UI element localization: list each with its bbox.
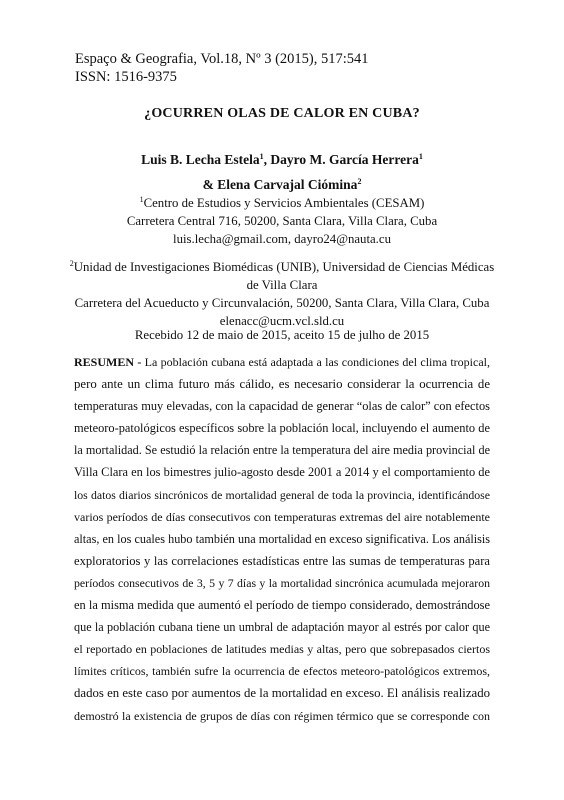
- affiliation-line: de Villa Clara: [246, 278, 318, 292]
- affiliation-1: [0, 191, 564, 248]
- affiliation-line: $^1$Centro de Estudios y Servicios Ambientales (CESAM): [139, 195, 425, 210]
- affiliation-emails: luis.lecha@gmail.com, dayro24@nauta.cu: [173, 232, 391, 246]
- abstract-line: pero ante un clima futuro más cálido, es necesario considerar la ocurrencia de: [74, 377, 490, 392]
- author-affiliation-mark: 1: [418, 152, 423, 161]
- abstract-label: RESUMEN -: [74, 355, 142, 369]
- author-list: [0, 146, 564, 196]
- abstract-line: la mortalidad. Se estudió la relación entre la temperatura del aire media provincial de: [74, 443, 490, 458]
- received-dates: Recebido 12 de maio de 2015, aceito 15 de julho de 2015: [134, 328, 430, 342]
- author-name: Elena Carvajal Ciómina: [217, 177, 358, 192]
- author-affiliation-mark: 1: [259, 152, 264, 161]
- abstract-line: que la población cubana tiene un umbral de adaptación mayor al estrés por calor que: [74, 620, 490, 635]
- abstract-line: varios períodos de días consecutivos con temperaturas extremas del aire notablemente: [74, 509, 490, 524]
- abstract-line: altas, en los cuales hubo también una mortalidad en exceso significativa. Los análisis: [74, 531, 490, 546]
- journal-issn: ISSN: 1516-9375: [75, 69, 177, 85]
- abstract-line: períodos consecutivos de 3, 5 y 7 días y la mortalidad sincrónica acumulada mejoraron: [74, 575, 490, 590]
- affiliation-line: $^2$Unidad de Investigaciones Biomédicas (UNIB), Universidad de Ciencias Médicas: [69, 259, 495, 274]
- abstract-line: los datos diarios sincrónicos de mortalidad general de toda la provincia, identificándose: [74, 487, 490, 502]
- abstract-line: meteoro-patológicos específicos sobre la población local, incluyendo el aumento de: [74, 421, 490, 436]
- affiliation-mark: 1: [139, 195, 144, 204]
- author-line-1: [0, 146, 564, 171]
- abstract: [74, 351, 490, 727]
- affiliation-line: Carretera del Acueducto y Circunvalación, 50200, Santa Clara, Villa Clara, Cuba: [74, 296, 490, 310]
- paper-title: ¿OCURREN OLAS DE CALOR EN CUBA?: [144, 106, 420, 121]
- abstract-line: límites críticos, también sufre la ocurrencia de efectos meteoro-patológicos extremos,: [74, 664, 490, 679]
- journal-header: [75, 50, 369, 86]
- affiliation-2: [0, 255, 564, 330]
- affiliation-mark: 2: [69, 259, 74, 268]
- abstract-line: en la misma medida que aumentó el período de tiempo considerado, demostrándose: [74, 598, 490, 613]
- abstract-line: RESUMEN - La población cubana está adaptada a las condiciones del clima tropical,: [74, 355, 490, 369]
- affiliation-line: Carretera Central 716, 50200, Santa Clara, Villa Clara, Cuba: [126, 214, 438, 228]
- author-affiliation-mark: 2: [357, 177, 362, 186]
- abstract-line: el reportado en poblaciones de latitudes medias y altas, pero que sobrepasados ciertos: [74, 642, 490, 657]
- journal-citation: Espaço & Geografia, Vol.18, Nº 3 (2015), 517:541: [75, 51, 369, 67]
- author-name: Luis B. Lecha Estela: [141, 152, 260, 167]
- author-ampersand: &: [202, 177, 218, 192]
- affiliation-emails: elenacc@ucm.vcl.sld.cu: [219, 314, 345, 328]
- abstract-line: Villa Clara en los bimestres julio-agosto desde 2001 a 2014 y el comportamiento de: [74, 465, 490, 480]
- abstract-line: demostró la existencia de grupos de días con régimen térmico que se corresponde con: [74, 708, 490, 723]
- author-separator: ,: [263, 152, 271, 167]
- abstract-line: temperaturas muy elevadas, con la capacidad de generar “olas de calor” con efectos: [74, 399, 490, 414]
- abstract-line: exploratorios y las correlaciones estadísticas entre las sumas de temperaturas para: [74, 553, 490, 568]
- author-name: Dayro M. García Herrera: [270, 152, 419, 167]
- abstract-line: dados en este caso por aumentos de la mortalidad en exceso. El análisis realizado: [74, 686, 490, 701]
